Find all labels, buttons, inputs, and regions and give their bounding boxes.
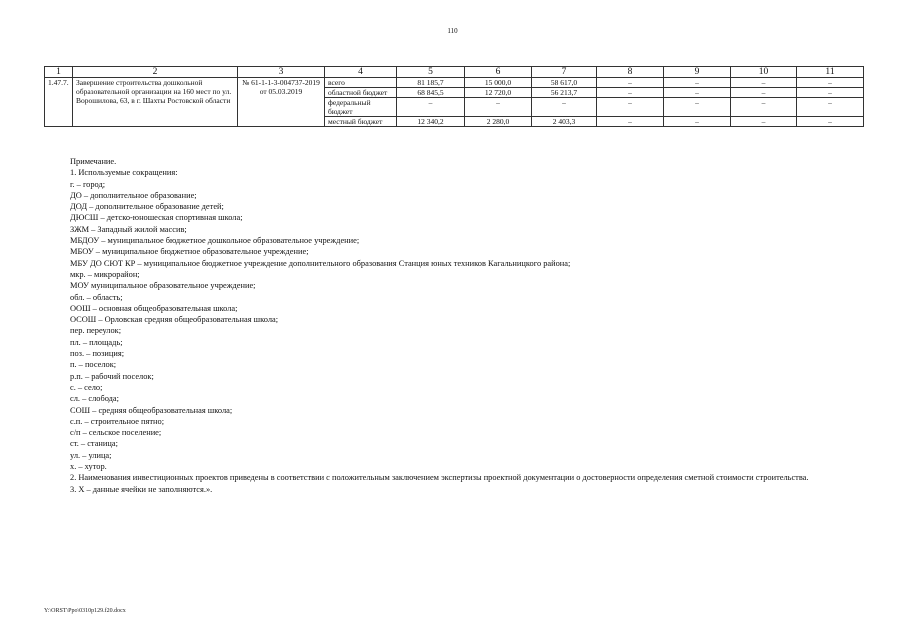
column-header: 1 xyxy=(45,67,73,78)
abbreviation-item: с.п. – строительное пятно; xyxy=(70,416,165,426)
abbreviation-item: х. – хутор. xyxy=(70,462,107,472)
column-header: 7 xyxy=(532,67,597,78)
notes-item-2: 2. Наименования инвестиционных проектов приведены в соответствии с положительным заключением экспертизы проектной документации о достоверности определения сметной стоимости строительства. xyxy=(70,473,809,483)
column-header: 2 xyxy=(73,67,238,78)
value-cell: 2 403,3 xyxy=(532,117,597,127)
page-number: 110 xyxy=(447,27,458,35)
funding-source: областной бюджет xyxy=(325,88,397,98)
value-cell: – xyxy=(597,117,664,127)
notes-section xyxy=(44,156,864,495)
value-cell: – xyxy=(731,88,797,98)
value-cell: – xyxy=(731,78,797,88)
abbreviation-item: МОУ муниципальное образовательное учреждение; xyxy=(70,281,256,291)
value-cell: 68 845,5 xyxy=(397,88,465,98)
abbreviation-item: пл. – площадь; xyxy=(70,337,123,347)
column-header: 8 xyxy=(597,67,664,78)
abbreviation-item: ДЮСШ – детско-юношеская спортивная школа; xyxy=(70,213,243,223)
abbreviation-item: ООШ – основная общеобразовательная школа; xyxy=(70,303,238,313)
value-cell: 81 185,7 xyxy=(397,78,465,88)
funding-source: всего xyxy=(325,78,397,88)
value-cell: 12 720,0 xyxy=(465,88,532,98)
column-header: 9 xyxy=(664,67,731,78)
value-cell: – xyxy=(597,98,664,117)
column-header: 3 xyxy=(238,67,325,78)
value-cell: – xyxy=(797,117,864,127)
abbreviation-item: г. – город; xyxy=(70,179,106,189)
object-name: Завершение строительства дошкольной образовательной организации на 160 мест по ул. Ворошилова, 63, в г. Шахты Ростовской области xyxy=(73,78,238,127)
column-header: 5 xyxy=(397,67,465,78)
notes-item-3: 3. Х – данные ячейки не заполняются.». xyxy=(70,484,213,494)
table-row xyxy=(45,78,864,88)
abbreviation-item: СОШ – средняя общеобразовательная школа; xyxy=(70,405,233,415)
value-cell: – xyxy=(664,78,731,88)
value-cell: – xyxy=(597,78,664,88)
abbreviation-item: с/п – сельское поселение; xyxy=(70,428,162,438)
column-header: 11 xyxy=(797,67,864,78)
value-cell: – xyxy=(465,98,532,117)
abbreviation-item: мкр. – микрорайон; xyxy=(70,269,140,279)
abbreviation-list xyxy=(44,179,864,473)
abbreviation-item: обл. – область; xyxy=(70,292,123,302)
value-cell: 56 213,7 xyxy=(532,88,597,98)
value-cell: – xyxy=(397,98,465,117)
abbreviation-item: МБДОУ – муниципальное бюджетное дошкольное образовательное учреждение; xyxy=(70,236,360,246)
value-cell: 15 000,0 xyxy=(465,78,532,88)
abbreviation-item: р.п. – рабочий поселок; xyxy=(70,371,154,381)
value-cell: 2 280,0 xyxy=(465,117,532,127)
abbreviation-item: пер. переулок; xyxy=(70,326,122,336)
notes-heading: Примечание. xyxy=(70,157,117,166)
file-path-footer: Y:\ORST\Ppo\0310p129.f20.docx xyxy=(44,608,126,614)
value-cell: 12 340,2 xyxy=(397,117,465,127)
abbreviation-item: МБОУ – муниципальное бюджетное образовательное учреждение; xyxy=(70,247,309,257)
abbreviation-item: ст. – станица; xyxy=(70,439,118,449)
value-cell: – xyxy=(532,98,597,117)
abbreviation-item: ЗЖМ – Западный жилой массив; xyxy=(70,224,187,234)
abbreviation-item: сл. – слобода; xyxy=(70,394,119,404)
abbreviation-item: ул. – улица; xyxy=(70,450,112,460)
value-cell: – xyxy=(664,117,731,127)
value-cell: – xyxy=(797,88,864,98)
funding-source: местный бюджет xyxy=(325,117,397,127)
value-cell: – xyxy=(731,98,797,117)
value-cell: – xyxy=(664,88,731,98)
value-cell: – xyxy=(797,98,864,117)
abbreviation-item: ДОД – дополнительное образование детей; xyxy=(70,202,224,212)
table-header-row xyxy=(45,67,864,78)
value-cell: 58 617,0 xyxy=(532,78,597,88)
abbreviation-item: поз. – позиция; xyxy=(70,349,125,359)
value-cell: – xyxy=(797,78,864,88)
abbreviation-item: с. – село; xyxy=(70,382,103,392)
expertise-ref: № 61-1-1-3-004737-2019 от 05.03.2019 xyxy=(238,78,325,127)
column-header: 6 xyxy=(465,67,532,78)
funding-source: федеральный бюджет xyxy=(325,98,397,117)
value-cell: – xyxy=(664,98,731,117)
column-header: 4 xyxy=(325,67,397,78)
notes-item-1: 1. Используемые сокращения: xyxy=(70,168,178,178)
column-header: 10 xyxy=(731,67,797,78)
abbreviation-item: МБУ ДО СЮТ КР – муниципальное бюджетное учреждение дополнительного образования Станция юных техников Кагальницкого района; xyxy=(70,258,571,268)
row-id: 1.47.7. xyxy=(45,78,73,127)
abbreviation-item: п. – поселок; xyxy=(70,360,117,370)
budget-table xyxy=(44,66,864,127)
value-cell: – xyxy=(731,117,797,127)
abbreviation-item: ДО – дополнительное образование; xyxy=(70,190,197,200)
value-cell: – xyxy=(597,88,664,98)
abbreviation-item: ОСОШ – Орловская средняя общеобразовательная школа; xyxy=(70,315,279,325)
